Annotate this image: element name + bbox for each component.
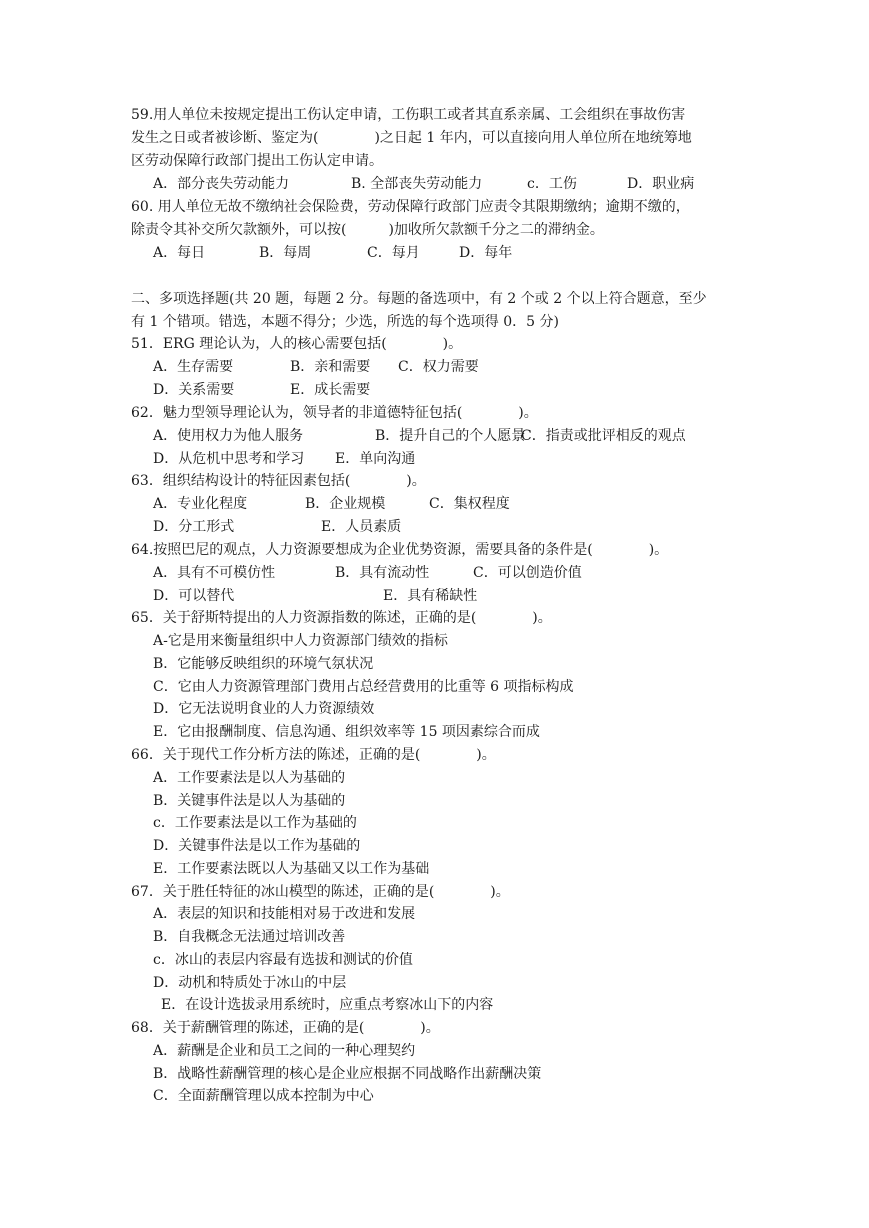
q66-option-c: c．工作要素法是以工作为基础的 [153, 815, 357, 831]
q66-stem: 66．关于现代工作分析方法的陈述，正确的是( )。 [131, 747, 496, 763]
q60-option-b: B．每周 [259, 245, 312, 261]
q67-option-a: A．表层的知识和技能相对易于改进和发展 [153, 906, 416, 922]
q65-option-d: D．它无法说明食业的人力资源绩效 [153, 701, 375, 717]
q51-option-d: D．关系需要 [153, 382, 235, 398]
q68-option-c: C．全面薪酬管理以成本控制为中心 [153, 1088, 374, 1104]
q63-option-b: B．企业规模 [305, 496, 386, 512]
q63-option-e: E．人员素质 [321, 519, 402, 535]
q62-option-b: B．提升自己的个人愿景 [375, 428, 526, 444]
q51-option-b: B．亲和需要 [290, 359, 371, 375]
q62-option-a: A．使用权力为他人服务 [153, 428, 304, 444]
q65-option-a: A-它是用来衡量组织中人力资源部门绩效的指标 [153, 633, 448, 649]
q63-option-c: C．集权程度 [429, 496, 510, 512]
q67-option-c: c．冰山的表层内容最有选拔和测试的价值 [153, 952, 413, 968]
q68-stem: 68．关于薪酬管理的陈述，正确的是( )。 [131, 1020, 440, 1036]
q51-options-row-2 [153, 379, 370, 401]
q62-options-row-2 [153, 448, 415, 470]
q64-option-e: E．具有稀缺性 [383, 588, 478, 604]
q59-stem-line-2: 发生之日或者被诊断、鉴定为( )之日起 1 年内，可以直接向用人单位所在地统筹地 [131, 130, 692, 146]
q66-option-b: B．关键事件法是以人为基础的 [153, 793, 346, 809]
q62-stem: 62．魅力型领导理论认为，领导者的非道德特征包括( )。 [131, 405, 538, 421]
q64-option-a: A．具有不可模仿性 [153, 565, 276, 581]
q64-option-b: B．具有流动性 [335, 565, 430, 581]
q59-options [153, 173, 694, 195]
q64-options-row-2 [153, 585, 477, 607]
q66-option-a: A．工作要素法是以人为基础的 [153, 770, 346, 786]
q64-option-c: C．可以创造价值 [473, 565, 582, 581]
q67-option-b: B．自我概念无法通过培训改善 [153, 929, 346, 945]
q64-option-d: D．可以替代 [153, 588, 235, 604]
q62-option-c: C．指责或批评相反的观点 [521, 428, 686, 444]
q60-stem-line-2: 除责令其补交所欠款额外，可以按( )加收所欠款额千分之二的滞纳金。 [131, 222, 604, 238]
q51-options-row-1 [153, 356, 479, 378]
q60-option-a: A．每日 [153, 245, 206, 261]
q51-stem: 51．ERG 理论认为，人的核心需要包括( )。 [131, 336, 463, 352]
q63-options-row-2 [153, 516, 401, 538]
q67-option-e: E．在设计选拔录用系统时，应重点考察冰山下的内容 [161, 997, 494, 1013]
q59-option-a: A．部分丧失劳动能力 [153, 176, 290, 192]
q51-option-c: C．权力需要 [398, 359, 479, 375]
q59-stem-line-1: 59.用人单位未按规定提出工伤认定申请，工伤职工或者其直系亲属、工会组织在事故伤害 [131, 107, 686, 123]
q65-option-e: E．它由报酬制度、信息沟通、组织效率等 15 项因素综合而成 [153, 724, 540, 740]
q60-options [153, 242, 512, 264]
q62-option-d: D．从危机中思考和学习 [153, 451, 305, 467]
q63-options-row-1 [153, 493, 510, 515]
q60-option-c: C．每月 [367, 245, 420, 261]
q67-option-d: D．动机和特质处于冰山的中层 [153, 975, 347, 991]
q60-stem-line-1: 60. 用人单位无故不缴纳社会保险费，劳动保障行政部门应责令其限期缴纳；逾期不缴的， [131, 199, 690, 215]
q59-stem-line-3: 区劳动保障行政部门提出工伤认定申请。 [131, 153, 383, 169]
q65-stem: 65．关于舒斯特提出的人力资源指数的陈述，正确的是( )。 [131, 610, 552, 626]
q68-option-a: A．薪酬是企业和员工之间的一种心理契约 [153, 1043, 416, 1059]
q63-option-a: A．专业化程度 [153, 496, 248, 512]
q62-options-row-1 [153, 425, 686, 447]
q62-option-e: E．单向沟通 [335, 451, 416, 467]
q68-option-b: B．战略性薪酬管理的核心是企业应根据不同战略作出薪酬决策 [153, 1066, 542, 1082]
q51-option-e: E．成长需要 [290, 382, 371, 398]
section-2-heading-line-2: 有 1 个错项。错选，本题不得分；少选，所选的每个选项得 0．5 分) [131, 314, 559, 330]
q63-stem: 63．组织结构设计的特征因素包括( )。 [131, 473, 426, 489]
q59-option-b: B. 全部丧失劳动能力 [351, 176, 483, 192]
q64-options-row-1 [153, 562, 582, 584]
q66-option-e: E．工作要素法既以人为基础又以工作为基础 [153, 861, 430, 877]
q60-option-d: D．每年 [459, 245, 513, 261]
q67-stem: 67．关于胜任特征的冰山模型的陈述，正确的是( )。 [131, 884, 510, 900]
q66-option-d: D．关键事件法是以工作为基础的 [153, 838, 361, 854]
q65-option-c: C．它由人力资源管理部门费用占总经营费用的比重等 6 项指标构成 [153, 679, 574, 695]
q64-stem: 64.按照巴尼的观点，人力资源要想成为企业优势资源，需要具备的条件是( )。 [131, 542, 669, 558]
q63-option-d: D．分工形式 [153, 519, 235, 535]
q59-option-c: c．工伤 [527, 176, 577, 192]
q65-option-b: B．它能够反映组织的环境气氛状况 [153, 656, 374, 672]
q51-option-a: A．生存需要 [153, 359, 234, 375]
q59-option-d: D．职业病 [627, 176, 695, 192]
section-2-heading-line-1: 二、多项选择题(共 20 题，每题 2 分。每题的备选项中，有 2 个或 2 个以上符合题意，至少 [131, 291, 707, 307]
